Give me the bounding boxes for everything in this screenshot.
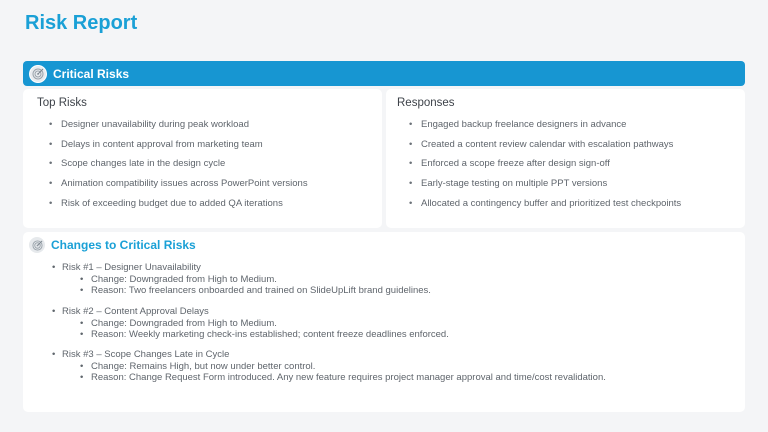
banner-title: Critical Risks (53, 66, 130, 81)
risk-change: • Change: Downgraded from High to Medium. (52, 274, 431, 286)
responses-list (409, 119, 681, 217)
responses-title: Responses (397, 97, 455, 109)
critical-risks-banner (23, 61, 745, 86)
list-item: • Animation compatibility issues across PowerPoint versions (49, 178, 308, 198)
risk-change: • Change: Downgraded from High to Medium. (52, 318, 449, 330)
changes-header (29, 237, 196, 253)
list-item: • Designer unavailability during peak workload (49, 119, 308, 139)
top-risks-card (23, 89, 382, 228)
risk-change: • Change: Remains High, but now under better control. (52, 361, 606, 373)
page-title: Risk Report (25, 12, 138, 34)
list-item: • Early-stage testing on multiple PPT versions (409, 178, 681, 198)
risk-name: • Risk #1 – Designer Unavailability (52, 262, 431, 274)
list-item: • Allocated a contingency buffer and prioritized test checkpoints (409, 198, 681, 218)
list-item: • Enforced a scope freeze after design sign-off (409, 158, 681, 178)
risk-entry-2 (52, 306, 449, 341)
changes-title: Changes to Critical Risks (51, 238, 196, 252)
top-risks-title: Top Risks (37, 97, 87, 109)
risk-name: • Risk #3 – Scope Changes Late in Cycle (52, 349, 606, 361)
risk-name: • Risk #2 – Content Approval Delays (52, 306, 449, 318)
changes-card (23, 232, 745, 412)
list-item: • Scope changes late in the design cycle (49, 158, 308, 178)
list-item: • Risk of exceeding budget due to added QA iterations (49, 198, 308, 218)
top-risks-list (49, 119, 308, 217)
list-item: • Engaged backup freelance designers in advance (409, 119, 681, 139)
risk-entry-3 (52, 349, 606, 384)
risk-reason: • Reason: Change Request Form introduced. Any new feature requires project manager approval and time/cost revalidation. (52, 372, 606, 384)
list-item: • Delays in content approval from marketing team (49, 139, 308, 159)
risk-entry-1 (52, 262, 431, 297)
target-icon (29, 237, 45, 253)
target-icon (29, 65, 47, 83)
risk-reason: • Reason: Two freelancers onboarded and trained on SlideUpLift brand guidelines. (52, 285, 431, 297)
list-item: • Created a content review calendar with escalation pathways (409, 139, 681, 159)
responses-card (386, 89, 745, 228)
risk-reason: • Reason: Weekly marketing check-ins established; content freeze deadlines enforced. (52, 329, 449, 341)
